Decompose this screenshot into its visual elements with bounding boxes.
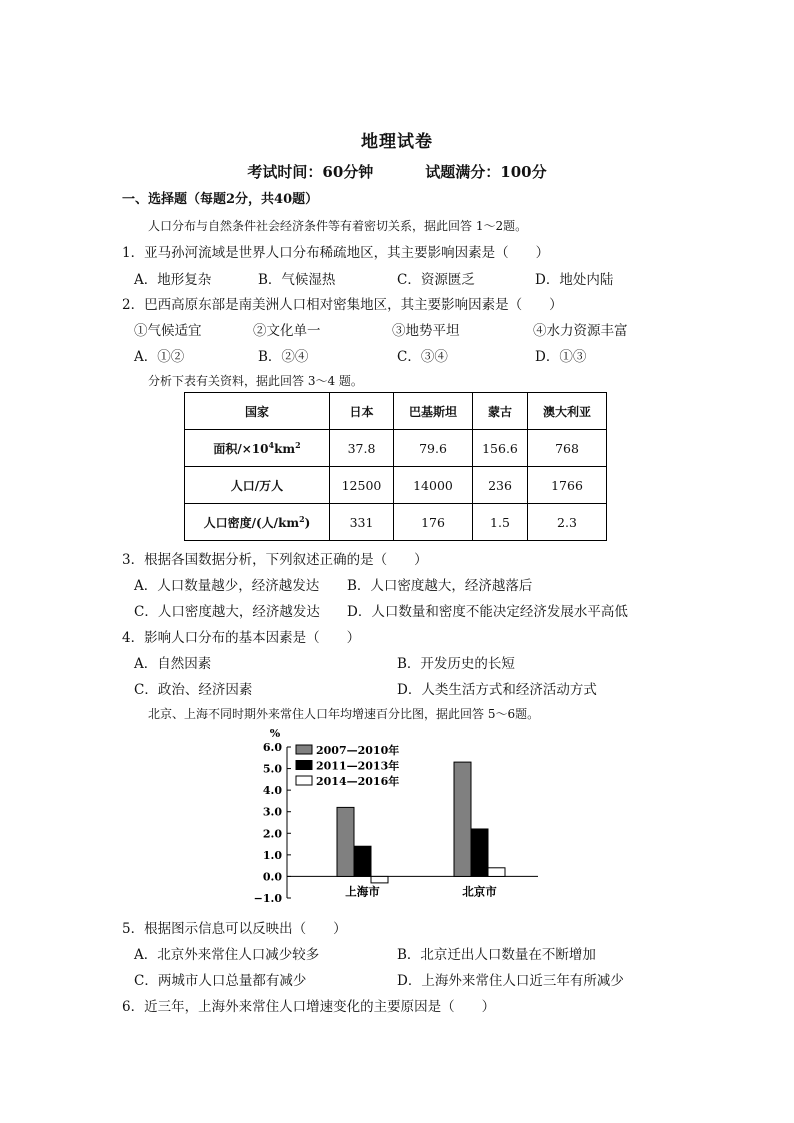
table-cell: 1766 [528, 467, 607, 504]
y-tick-label: 0.0 [262, 870, 282, 884]
table-header-cell: 日本 [330, 393, 394, 430]
y-tick-label: 1.0 [262, 848, 282, 862]
intro-q3-4: 分析下表有关资料，据此回答 3～4 题。 [148, 374, 363, 388]
x-category-label: 上海市 [345, 884, 380, 899]
y-tick-label: 3.0 [262, 805, 282, 819]
y-tick-label: 5.0 [262, 762, 282, 776]
y-axis-unit-label: % [269, 727, 281, 740]
question-2: 2．巴西高原东部是南美洲人口相对密集地区，其主要影响因素是（ ） [122, 297, 563, 313]
exam-time: 考试时间：60分钟 [247, 163, 374, 181]
x-category-label: 北京市 [462, 884, 497, 899]
bar [488, 868, 505, 877]
section-heading: 一、选择题（每题2分，共40题） [122, 192, 319, 207]
q2-item-1: ①气候适宜 [134, 323, 202, 339]
population-growth-chart [240, 722, 560, 907]
table-cell: 1.5 [473, 504, 528, 541]
page-title: 地理试卷 [361, 132, 433, 152]
q2-option-a[interactable]: A．①② [134, 349, 185, 365]
row-label-density: 人口密度/(人$/km^2$) [185, 504, 330, 541]
q5-option-a[interactable]: A．北京外来常住人口减少较多 [134, 947, 320, 963]
bar [354, 846, 371, 876]
table-header-cell: 国家 [185, 393, 330, 430]
q4-option-b[interactable]: B．开发历史的长短 [397, 656, 515, 672]
table-cell: 12500 [330, 467, 394, 504]
legend-label: 2014—2016年 [316, 775, 400, 788]
question-5: 5．根据图示信息可以反映出（ ） [122, 921, 347, 937]
exam-info [0, 161, 794, 182]
q2-option-d[interactable]: D．①③ [535, 349, 587, 365]
q2-option-b[interactable]: B．②④ [258, 349, 309, 365]
table-header-cell: 巴基斯坦 [394, 393, 473, 430]
intro-q5-6: 北京、上海不同时期外来常住人口年均增速百分比图，据此回答 5～6题。 [148, 707, 540, 721]
q3-option-b[interactable]: B．人口密度越大，经济越落后 [347, 578, 533, 594]
table-header-cell: 蒙古 [473, 393, 528, 430]
bar [337, 807, 354, 876]
row-label-population: 人口/万人 [185, 467, 330, 504]
country-data-table [184, 392, 607, 541]
q5-option-d[interactable]: D．上海外来常住人口近三年有所减少 [397, 973, 624, 989]
q1-option-c[interactable]: C．资源匮乏 [397, 272, 475, 288]
question-3: 3．根据各国数据分析，下列叙述正确的是（ ） [122, 552, 428, 568]
question-1: 1．亚马孙河流域是世界人口分布稀疏地区，其主要影响因素是（ ） [122, 245, 550, 261]
legend-swatch [296, 761, 312, 770]
table-cell: 331 [330, 504, 394, 541]
q2-option-c[interactable]: C．③④ [397, 349, 448, 365]
y-tick-label: 4.0 [262, 784, 282, 798]
q4-option-c[interactable]: C．政治、经济因素 [134, 682, 253, 698]
y-tick-label: 6.0 [262, 741, 282, 754]
table-cell: 79.6 [394, 430, 473, 467]
table-row [185, 430, 607, 467]
table-cell: 176 [394, 504, 473, 541]
table-header-row [185, 393, 607, 430]
full-score: 试题满分：100分 [425, 163, 547, 181]
table-cell: 156.6 [473, 430, 528, 467]
question-6: 6．近三年，上海外来常住人口增速变化的主要原因是（ ） [122, 999, 496, 1015]
q3-option-c[interactable]: C．人口密度越大，经济越发达 [134, 604, 320, 620]
y-tick-label: −1.0 [253, 892, 282, 905]
table-cell: 14000 [394, 467, 473, 504]
legend-swatch [296, 776, 312, 785]
row-label-area: 面积$/\times 10^4km^2$ [185, 430, 330, 467]
table-row [185, 504, 607, 541]
q2-item-4: ④水力资源丰富 [533, 323, 628, 339]
y-tick-label: 2.0 [262, 827, 282, 841]
q2-item-3: ③地势平坦 [392, 323, 460, 339]
q1-option-a[interactable]: A．地形复杂 [134, 272, 212, 288]
q1-option-b[interactable]: B．气候湿热 [258, 272, 336, 288]
q3-option-a[interactable]: A．人口数量越少，经济越发达 [134, 578, 320, 594]
table-row [185, 467, 607, 504]
table-header-cell: 澳大利亚 [528, 393, 607, 430]
intro-q1-2: 人口分布与自然条件社会经济条件等有着密切关系，据此回答 1～2题。 [148, 219, 528, 233]
table-cell: 768 [528, 430, 607, 467]
q5-option-c[interactable]: C．两城市人口总量都有减少 [134, 973, 307, 989]
question-4: 4．影响人口分布的基本因素是（ ） [122, 630, 361, 646]
legend-label: 2011—2013年 [316, 759, 400, 773]
bar [471, 829, 488, 876]
q1-option-d[interactable]: D．地处内陆 [535, 272, 614, 288]
bar [454, 762, 471, 876]
q4-option-a[interactable]: A．自然因素 [134, 656, 212, 672]
q5-option-b[interactable]: B．北京迁出人口数量在不断增加 [397, 947, 596, 963]
q2-item-2: ②文化单一 [253, 323, 321, 339]
q4-option-d[interactable]: D．人类生活方式和经济活动方式 [397, 682, 597, 698]
table-cell: 2.3 [528, 504, 607, 541]
table-cell: 236 [473, 467, 528, 504]
legend-swatch [296, 745, 312, 754]
table-cell: 37.8 [330, 430, 394, 467]
legend-label: 2007—2010年 [316, 744, 400, 757]
bar [371, 876, 388, 882]
q3-option-d[interactable]: D．人口数量和密度不能决定经济发展水平高低 [347, 604, 628, 620]
